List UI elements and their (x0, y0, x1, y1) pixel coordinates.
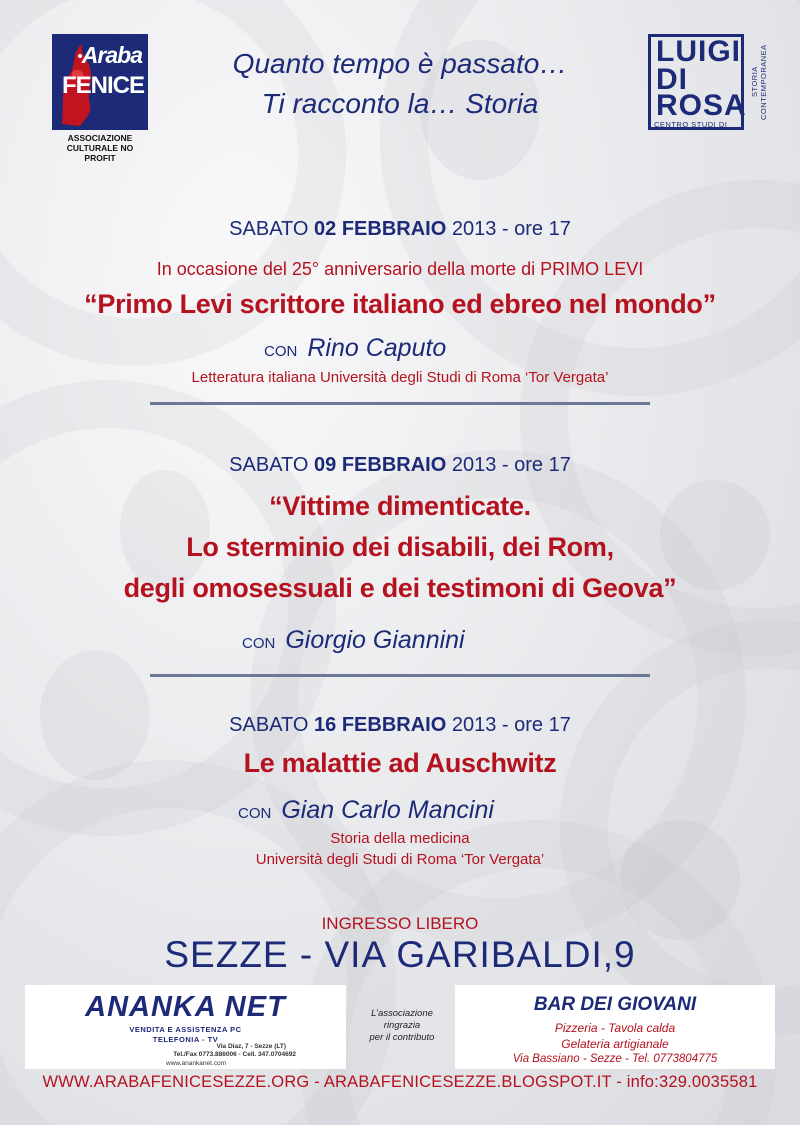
footer-contacts: WWW.ARABAFENICESEZZE.ORG - ARABAFENICESEZZE.BLOGSPOT.IT - info:329.0035581 (42, 1073, 758, 1091)
sponsor-bar-dei-giovani (455, 985, 775, 1069)
event-3-affiliation-line-2: Università degli Studi di Roma ‘Tor Vergata’ (255, 851, 545, 868)
event-1-occasion: In occasione del 25° anniversario della morte di PRIMO LEVI (156, 259, 644, 279)
logo-word-di: DI (656, 63, 688, 96)
sponsor-2-address: Via Bassiano - Sezze - Tel. 0773804775 (512, 1053, 718, 1065)
event-3-speaker: CON Gian Carlo Mancini (238, 796, 494, 824)
araba-fenice-logo (52, 34, 148, 163)
sponsor-1-line-1: VENDITA E ASSISTENZA PC (129, 1025, 242, 1034)
logo-word-araba: Araba (81, 42, 142, 68)
sponsor-1-web: www.anankanet.com (166, 1060, 226, 1067)
event-1-affiliation: Letteratura italiana Università degli Studi di Roma ‘Tor Vergata’ (191, 369, 609, 386)
sponsor-1-name: ANANKA NET (85, 991, 286, 1023)
thanks-note: L’associazione ringrazia per il contributo (369, 1008, 435, 1043)
divider-1 (150, 402, 650, 405)
logo-word-rosa: ROSA (656, 89, 747, 122)
sponsor-1-phone: Tel./Fax 0773.886006 - Cell. 347.0704692 (173, 1051, 296, 1058)
tagline-line-2: Ti racconto la… Storia (261, 88, 539, 119)
logo-subtitle: CENTRO STUDI DI (654, 120, 728, 129)
event-1-title: “Primo Levi scrittore italiano ed ebreo nel mondo” (84, 289, 716, 319)
sponsor-ananka-net (25, 985, 346, 1069)
event-2-title-line-1: “Vittime dimenticate. (269, 491, 531, 521)
event-1-date: SABATO 02 FEBBRAIO 2013 - ore 17 (229, 218, 571, 240)
event-2-title-line-2: Lo sterminio dei disabili, dei Rom, (186, 532, 614, 562)
sponsor-1-address: Via Diaz, 7 - Sezze (LT) (216, 1043, 286, 1050)
event-2-title-line-3: degli omosessuali e dei testimoni di Geova” (123, 573, 677, 603)
event-3-date: SABATO 16 FEBBRAIO 2013 - ore 17 (229, 714, 571, 736)
divider-2 (150, 674, 650, 677)
logo-caption-2: CULTURALE NO PROFIT (66, 143, 134, 163)
event-1-speaker: CON Rino Caputo (264, 334, 447, 362)
event-2-date: SABATO 09 FEBBRAIO 2013 - ore 17 (229, 454, 571, 476)
free-entry-label: INGRESSO LIBERO (321, 914, 479, 933)
tagline-line-1: Quanto tempo è passato… (232, 48, 568, 79)
event-2-speaker: CON Giorgio Giannini (242, 626, 465, 654)
event-3-title: Le malattie ad Auschwitz (243, 748, 557, 778)
logo-word-luigi: LUIGI (656, 35, 741, 68)
logo-vertical-text: STORIA CONTEMPORANEA (750, 44, 768, 120)
luigi-di-rosa-logo (648, 34, 768, 134)
sponsor-2-line-1: Pizzeria - Tavola calda (554, 1021, 676, 1035)
venue-address: SEZZE - VIA GARIBALDI,9 (164, 934, 636, 975)
sponsor-2-name: BAR DEI GIOVANI (533, 994, 697, 1015)
event-3-affiliation-line-1: Storia della medicina (330, 830, 470, 847)
logo-word-fenice: FENICE (61, 72, 144, 99)
sponsor-1-line-2: TELEFONIA - TV (152, 1035, 219, 1044)
sponsor-2-line-2: Gelateria artigianale (561, 1037, 669, 1051)
logo-caption-1: ASSOCIAZIONE (67, 133, 133, 143)
